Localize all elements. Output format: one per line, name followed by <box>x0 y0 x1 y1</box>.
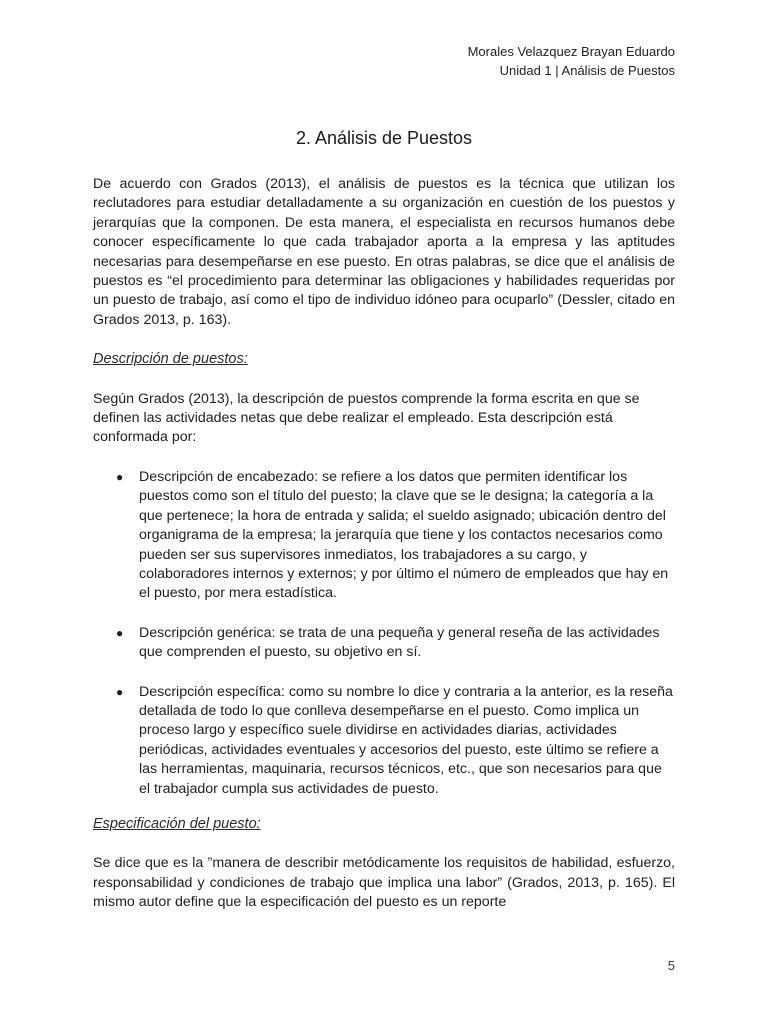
list-item <box>93 683 675 799</box>
page-number: 5 <box>667 958 675 973</box>
list-item-text: Descripción genérica: se trata de una pequeña y general reseña de las actividades que comprenden el puesto, su objetivo en sí. <box>139 624 660 661</box>
descripcion-bullet-list <box>93 468 675 799</box>
list-item <box>93 624 675 663</box>
bullet-icon: ● <box>116 469 124 484</box>
bullet-icon: ● <box>116 684 124 699</box>
page-title: 2. Análisis de Puestos <box>295 128 473 148</box>
bullet-icon: ● <box>116 625 124 640</box>
list-item <box>93 468 675 604</box>
page-header <box>468 42 675 80</box>
intro-paragraph: De acuerdo con Grados (2013), el análisis de puestos es la técnica que utilizan los reclutadores para estudiar detalladamente a su organización en cuestión de los puestos y jerarquías que la componen. De esta manera, el especialista en recursos humanos debe conocer específicamente lo que cada trabajador aporta a la empresa y las aptitudes necesarias para desempeñarse en ese puesto. En otras palabras, se dice que el análisis de puestos es “el procedimiento para determinar las obligaciones y habilidades requeridas por un puesto de trabajo, así como el tipo de individuo idóneo para ocuparlo” (Dessler, citado en Grados 2013, p. 163). <box>93 176 675 328</box>
section-heading-descripcion: Descripción de puestos: <box>93 351 248 368</box>
especificacion-paragraph: Se dice que es la ”manera de describir metódicamente los requisitos de habilidad, esfuerzo, responsabilidad y condiciones de trabajo que implica una labor” (Grados, 2013, p. 165). El mismo autor define que la especificación del puesto es un reporte <box>93 855 675 911</box>
list-item-text: Descripción de encabezado: se refiere a los datos que permiten identificar los puestos como son el título del puesto; la clave que se le designa; la categoría a la que pertenece; la hora de entrada y salida; el sueldo asignado; ubicación dentro del organigrama de la empresa; la jerarquía que tiene y los contactos necesarios como pueden ser sus supervisores inmediatos, los trabajadores a su cargo, y colaboradores internos y externos; y por último el número de empleados que hay en el puesto, por mera estadística. <box>139 468 669 602</box>
list-item-text: Descripción específica: como su nombre lo dice y contraria a la anterior, es la reseña detallada de todo lo que conlleva desempeñarse en el puesto. Como implica un proceso largo y específico suele dividirse en actividades diarias, actividades periódicas, actividades eventuales y accesorios del puesto, este último se refiere a las herramientas, maquinaria, recursos técnicos, etc., que son necesarios para que el trabajador cumpla sus actividades de puesto. <box>139 683 673 797</box>
header-unit: Unidad 1 | Análisis de Puestos <box>499 63 675 78</box>
document-body <box>93 175 675 913</box>
descripcion-paragraph: Según Grados (2013), la descripción de puestos comprende la forma escrita en que se definen las actividades netas que debe realizar el empleado. Esta descripción está conformada por: <box>93 390 640 446</box>
header-author: Morales Velazquez Brayan Eduardo <box>467 44 675 59</box>
section-heading-especificacion: Especificación del puesto: <box>93 815 261 832</box>
